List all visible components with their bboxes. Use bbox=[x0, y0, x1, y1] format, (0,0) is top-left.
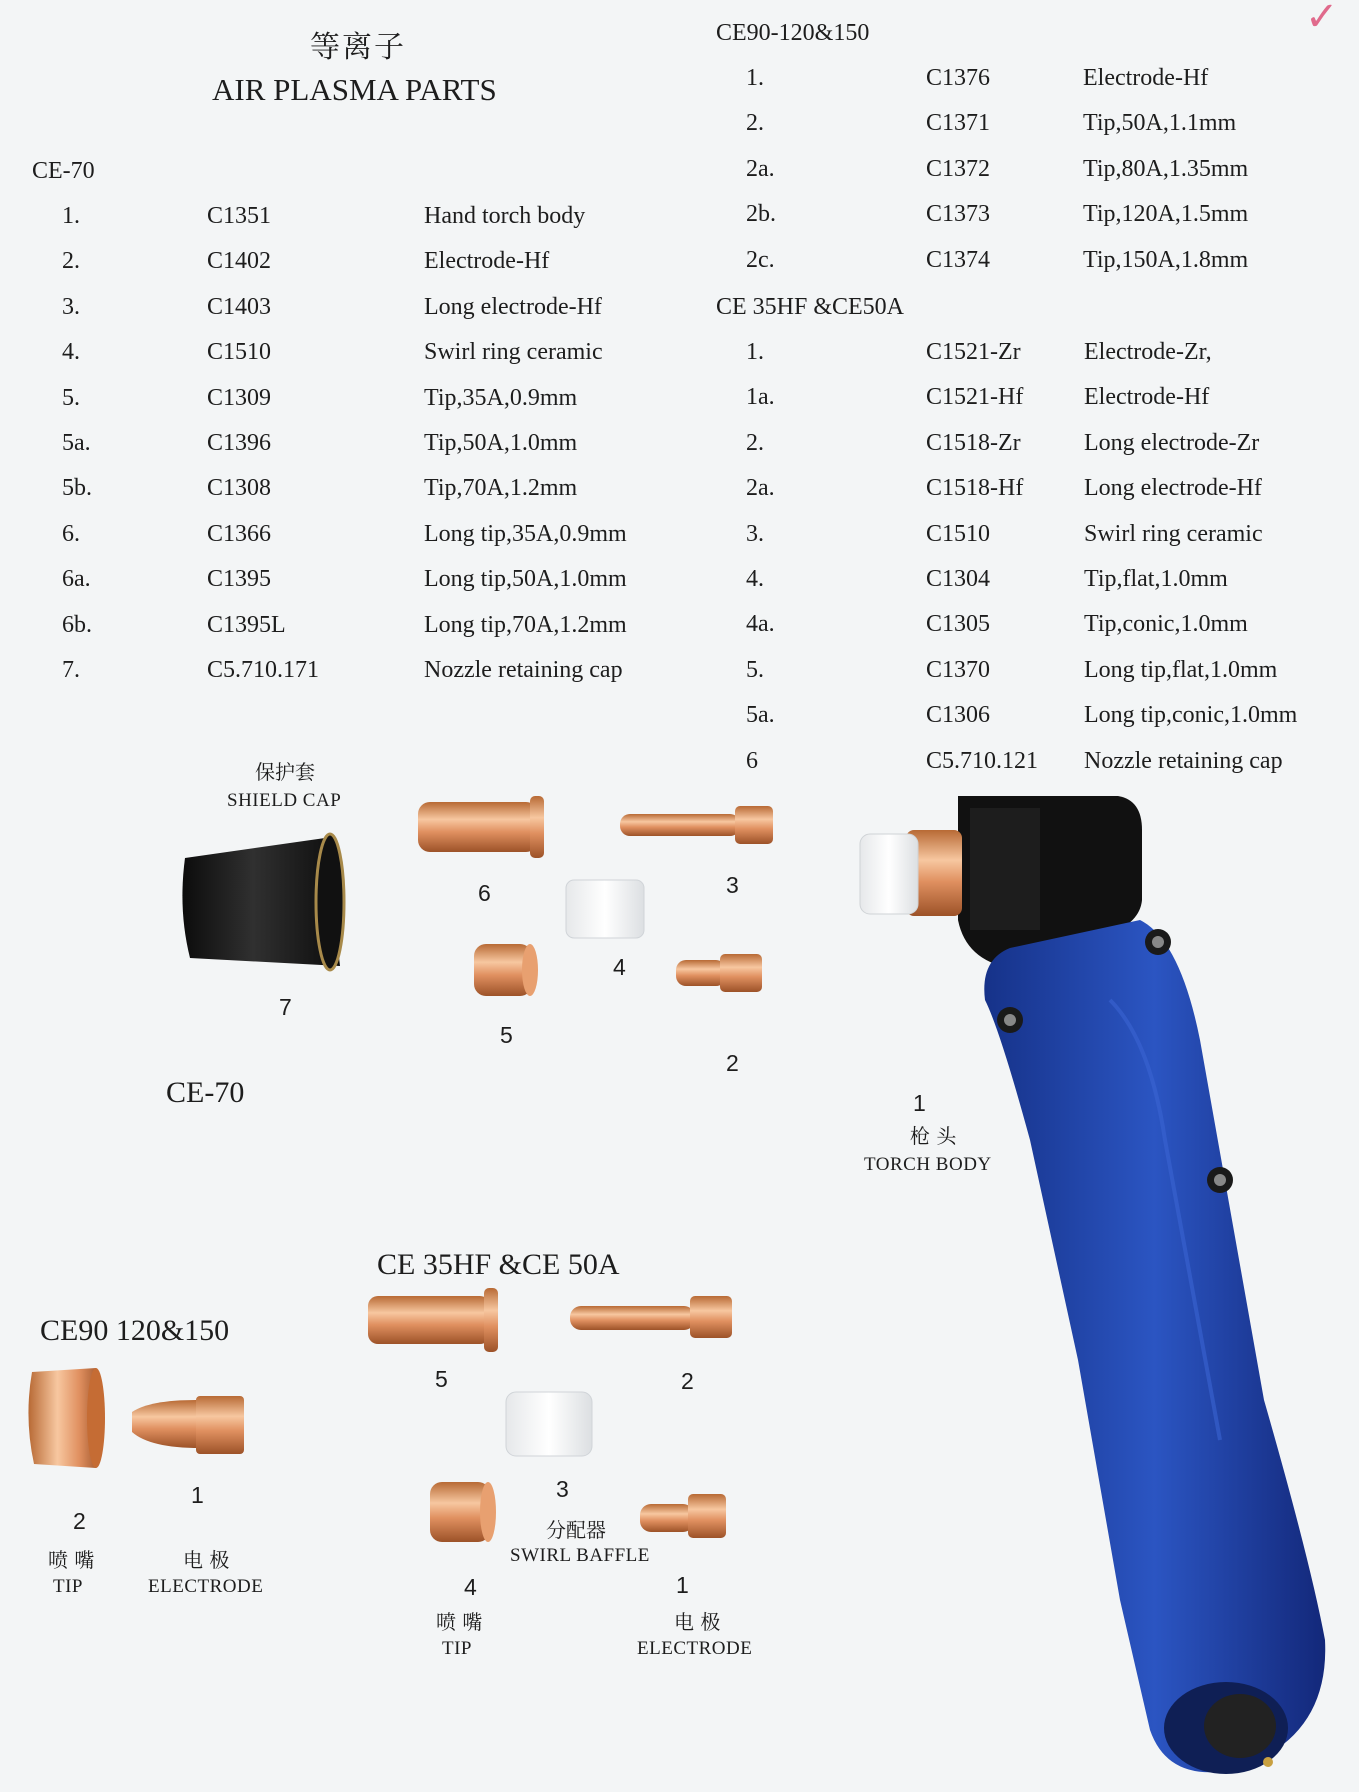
ce35-electrode-part-1 bbox=[640, 1494, 726, 1538]
part-description: Tip,conic,1.0mm bbox=[1084, 611, 1248, 638]
check-mark-icon: ✓ bbox=[1305, 0, 1339, 40]
part-code: C1521-Zr bbox=[926, 339, 1021, 365]
part-code: C1518-Zr bbox=[926, 429, 1021, 456]
part-index: 5. bbox=[746, 656, 764, 683]
long-tip-part-6 bbox=[418, 796, 544, 858]
part-code: C1306 bbox=[926, 702, 991, 729]
part-description: Tip,50A,1.0mm bbox=[424, 430, 578, 456]
ce35-number-1: 1 bbox=[676, 1572, 689, 1598]
part-number-7: 7 bbox=[279, 994, 292, 1020]
ce90-electrode-part bbox=[132, 1396, 244, 1454]
shield-cap-part bbox=[182, 834, 344, 970]
part-description: Tip,flat,1.0mm bbox=[1084, 566, 1228, 592]
torch-label-cn: 枪 头 bbox=[910, 1124, 957, 1148]
ce35-figure-label: CE 35HF &CE 50A bbox=[377, 1248, 620, 1281]
part-code: C1371 bbox=[926, 110, 991, 137]
shield-cap-label-cn: 保护套 bbox=[255, 760, 315, 784]
part-number-5: 5 bbox=[500, 1022, 513, 1048]
part-code: C1510 bbox=[926, 520, 991, 547]
part-index: 2c. bbox=[746, 246, 775, 273]
ce70-table-heading: CE-70 bbox=[32, 158, 95, 184]
ce35-tip-part-4 bbox=[430, 1482, 496, 1542]
part-description: Nozzle retaining cap bbox=[424, 657, 623, 683]
part-index: 4a. bbox=[746, 611, 775, 638]
torch-body-part bbox=[860, 796, 1325, 1774]
part-description: Long electrode-Hf bbox=[1084, 475, 1262, 502]
ce90-tip-number: 2 bbox=[73, 1508, 86, 1534]
part-code: C1304 bbox=[926, 566, 991, 592]
ce90-table-heading: CE90-120&150 bbox=[716, 20, 870, 46]
shield-cap-label: SHIELD CAP bbox=[227, 790, 342, 811]
part-description: Electrode-Zr, bbox=[1084, 339, 1212, 365]
ce90-tip-label: TIP bbox=[53, 1576, 83, 1597]
part-number-6: 6 bbox=[478, 880, 491, 906]
part-index: 2b. bbox=[746, 201, 776, 228]
part-index: 6a. bbox=[62, 566, 91, 593]
part-index: 6 bbox=[746, 747, 758, 774]
part-description: Long tip,flat,1.0mm bbox=[1084, 656, 1278, 683]
ce35-long-tip-part-5 bbox=[368, 1288, 498, 1352]
part-code: C1351 bbox=[207, 203, 272, 229]
title-chinese: 等离子 bbox=[310, 30, 406, 65]
ce90-electrode-number: 1 bbox=[191, 1482, 204, 1508]
part-index: 1. bbox=[746, 65, 764, 91]
part-code: C1366 bbox=[207, 520, 272, 547]
part-description: Tip,120A,1.5mm bbox=[1083, 201, 1249, 228]
part-description: Hand torch body bbox=[424, 203, 586, 229]
part-code: C5.710.121 bbox=[926, 747, 1039, 774]
part-index: 2. bbox=[746, 429, 764, 456]
ce35-number-5: 5 bbox=[435, 1366, 448, 1392]
part-index: 5. bbox=[62, 384, 80, 411]
part-description: Long tip,70A,1.2mm bbox=[424, 611, 627, 638]
ce90-electrode-label: ELECTRODE bbox=[148, 1576, 264, 1597]
part-description: Electrode-Hf bbox=[1083, 65, 1209, 91]
part-description: Long electrode-Zr bbox=[1084, 429, 1260, 456]
part-description: Tip,150A,1.8mm bbox=[1083, 246, 1249, 273]
part-index: 5b. bbox=[62, 475, 92, 502]
part-code: C1308 bbox=[207, 475, 272, 502]
part-code: C1372 bbox=[926, 155, 991, 182]
part-code: C1396 bbox=[207, 430, 272, 456]
ce90-electrode-label-cn: 电 极 bbox=[183, 1548, 230, 1572]
ce35-long-electrode-part-2 bbox=[570, 1296, 732, 1338]
part-description: Nozzle retaining cap bbox=[1084, 747, 1283, 774]
part-description: Electrode-Hf bbox=[424, 248, 550, 275]
part-description: Tip,50A,1.1mm bbox=[1083, 110, 1237, 137]
ce35-number-3: 3 bbox=[556, 1476, 569, 1502]
part-code: C1510 bbox=[207, 339, 272, 366]
part-code: C1373 bbox=[926, 201, 991, 228]
part-index: 6b. bbox=[62, 611, 92, 638]
part-description: Long tip,50A,1.0mm bbox=[424, 566, 627, 593]
part-description: Tip,35A,0.9mm bbox=[424, 384, 578, 411]
part-description: Long tip,35A,0.9mm bbox=[424, 520, 627, 547]
part-index: 3. bbox=[746, 520, 764, 547]
part-number-3: 3 bbox=[726, 872, 739, 898]
ce35-electrode-label: ELECTRODE bbox=[637, 1638, 753, 1659]
part-description: Long electrode-Hf bbox=[424, 293, 602, 320]
part-description: Long tip,conic,1.0mm bbox=[1084, 702, 1298, 729]
tip-part-5 bbox=[474, 944, 538, 996]
part-index: 2a. bbox=[746, 155, 775, 182]
long-electrode-part-3 bbox=[620, 806, 773, 844]
electrode-part-2 bbox=[676, 954, 762, 992]
part-index: 6. bbox=[62, 520, 80, 547]
ce70-figure-label: CE-70 bbox=[166, 1076, 245, 1109]
part-description: Tip,70A,1.2mm bbox=[424, 475, 578, 502]
ce35-tip-label: TIP bbox=[442, 1638, 472, 1659]
part-index: 2. bbox=[62, 248, 80, 275]
part-code: C1305 bbox=[926, 611, 991, 638]
part-code: C1403 bbox=[207, 293, 272, 320]
part-code: C5.710.171 bbox=[207, 657, 320, 683]
ce90-figure-label: CE90 120&150 bbox=[40, 1314, 230, 1347]
ce35-baffle-label: SWIRL BAFFLE bbox=[510, 1545, 650, 1566]
part-index: 1. bbox=[746, 339, 764, 365]
part-code: C1395 bbox=[207, 566, 272, 593]
part-code: C1376 bbox=[926, 65, 991, 91]
ce35-baffle-label-cn: 分配器 bbox=[546, 1518, 606, 1542]
part-index: 2a. bbox=[746, 475, 775, 502]
ce35-swirl-baffle-part-3 bbox=[506, 1392, 592, 1456]
part-index: 5a. bbox=[62, 430, 91, 456]
part-description: Electrode-Hf bbox=[1084, 384, 1210, 411]
part-description: Swirl ring ceramic bbox=[1084, 520, 1263, 547]
ce90-tip-label-cn: 喷 嘴 bbox=[48, 1548, 95, 1572]
torch-number: 1 bbox=[913, 1090, 926, 1116]
ce35-table-heading: CE 35HF &CE50A bbox=[716, 294, 905, 320]
part-code: C1402 bbox=[207, 248, 272, 275]
part-index: 3. bbox=[62, 293, 80, 320]
part-index: 1a. bbox=[746, 384, 775, 411]
part-number-2: 2 bbox=[726, 1050, 739, 1076]
torch-label: TORCH BODY bbox=[864, 1154, 992, 1175]
part-code: C1374 bbox=[926, 246, 991, 273]
part-code: C1518-Hf bbox=[926, 475, 1024, 502]
part-index: 4. bbox=[746, 566, 764, 592]
ce35-number-2: 2 bbox=[681, 1368, 694, 1394]
part-number-4: 4 bbox=[613, 954, 626, 980]
ce35-number-4: 4 bbox=[464, 1574, 477, 1600]
part-code: C1370 bbox=[926, 656, 991, 683]
part-code: C1521-Hf bbox=[926, 384, 1024, 411]
swirl-ring-part-4 bbox=[566, 880, 644, 938]
part-description: Tip,80A,1.35mm bbox=[1083, 155, 1249, 182]
part-code: C1395L bbox=[207, 611, 286, 638]
part-index: 2. bbox=[746, 110, 764, 137]
ce35-tip-label-cn: 喷 嘴 bbox=[436, 1610, 483, 1634]
part-index: 4. bbox=[62, 339, 80, 366]
ce35-electrode-label-cn: 电 极 bbox=[674, 1610, 721, 1634]
part-description: Swirl ring ceramic bbox=[424, 339, 603, 366]
page-title: AIR PLASMA PARTS bbox=[212, 72, 497, 107]
ce90-tip-part bbox=[28, 1368, 105, 1468]
part-code: C1309 bbox=[207, 384, 272, 411]
part-index: 7. bbox=[62, 657, 80, 683]
part-index: 1. bbox=[62, 203, 80, 229]
part-index: 5a. bbox=[746, 702, 775, 729]
